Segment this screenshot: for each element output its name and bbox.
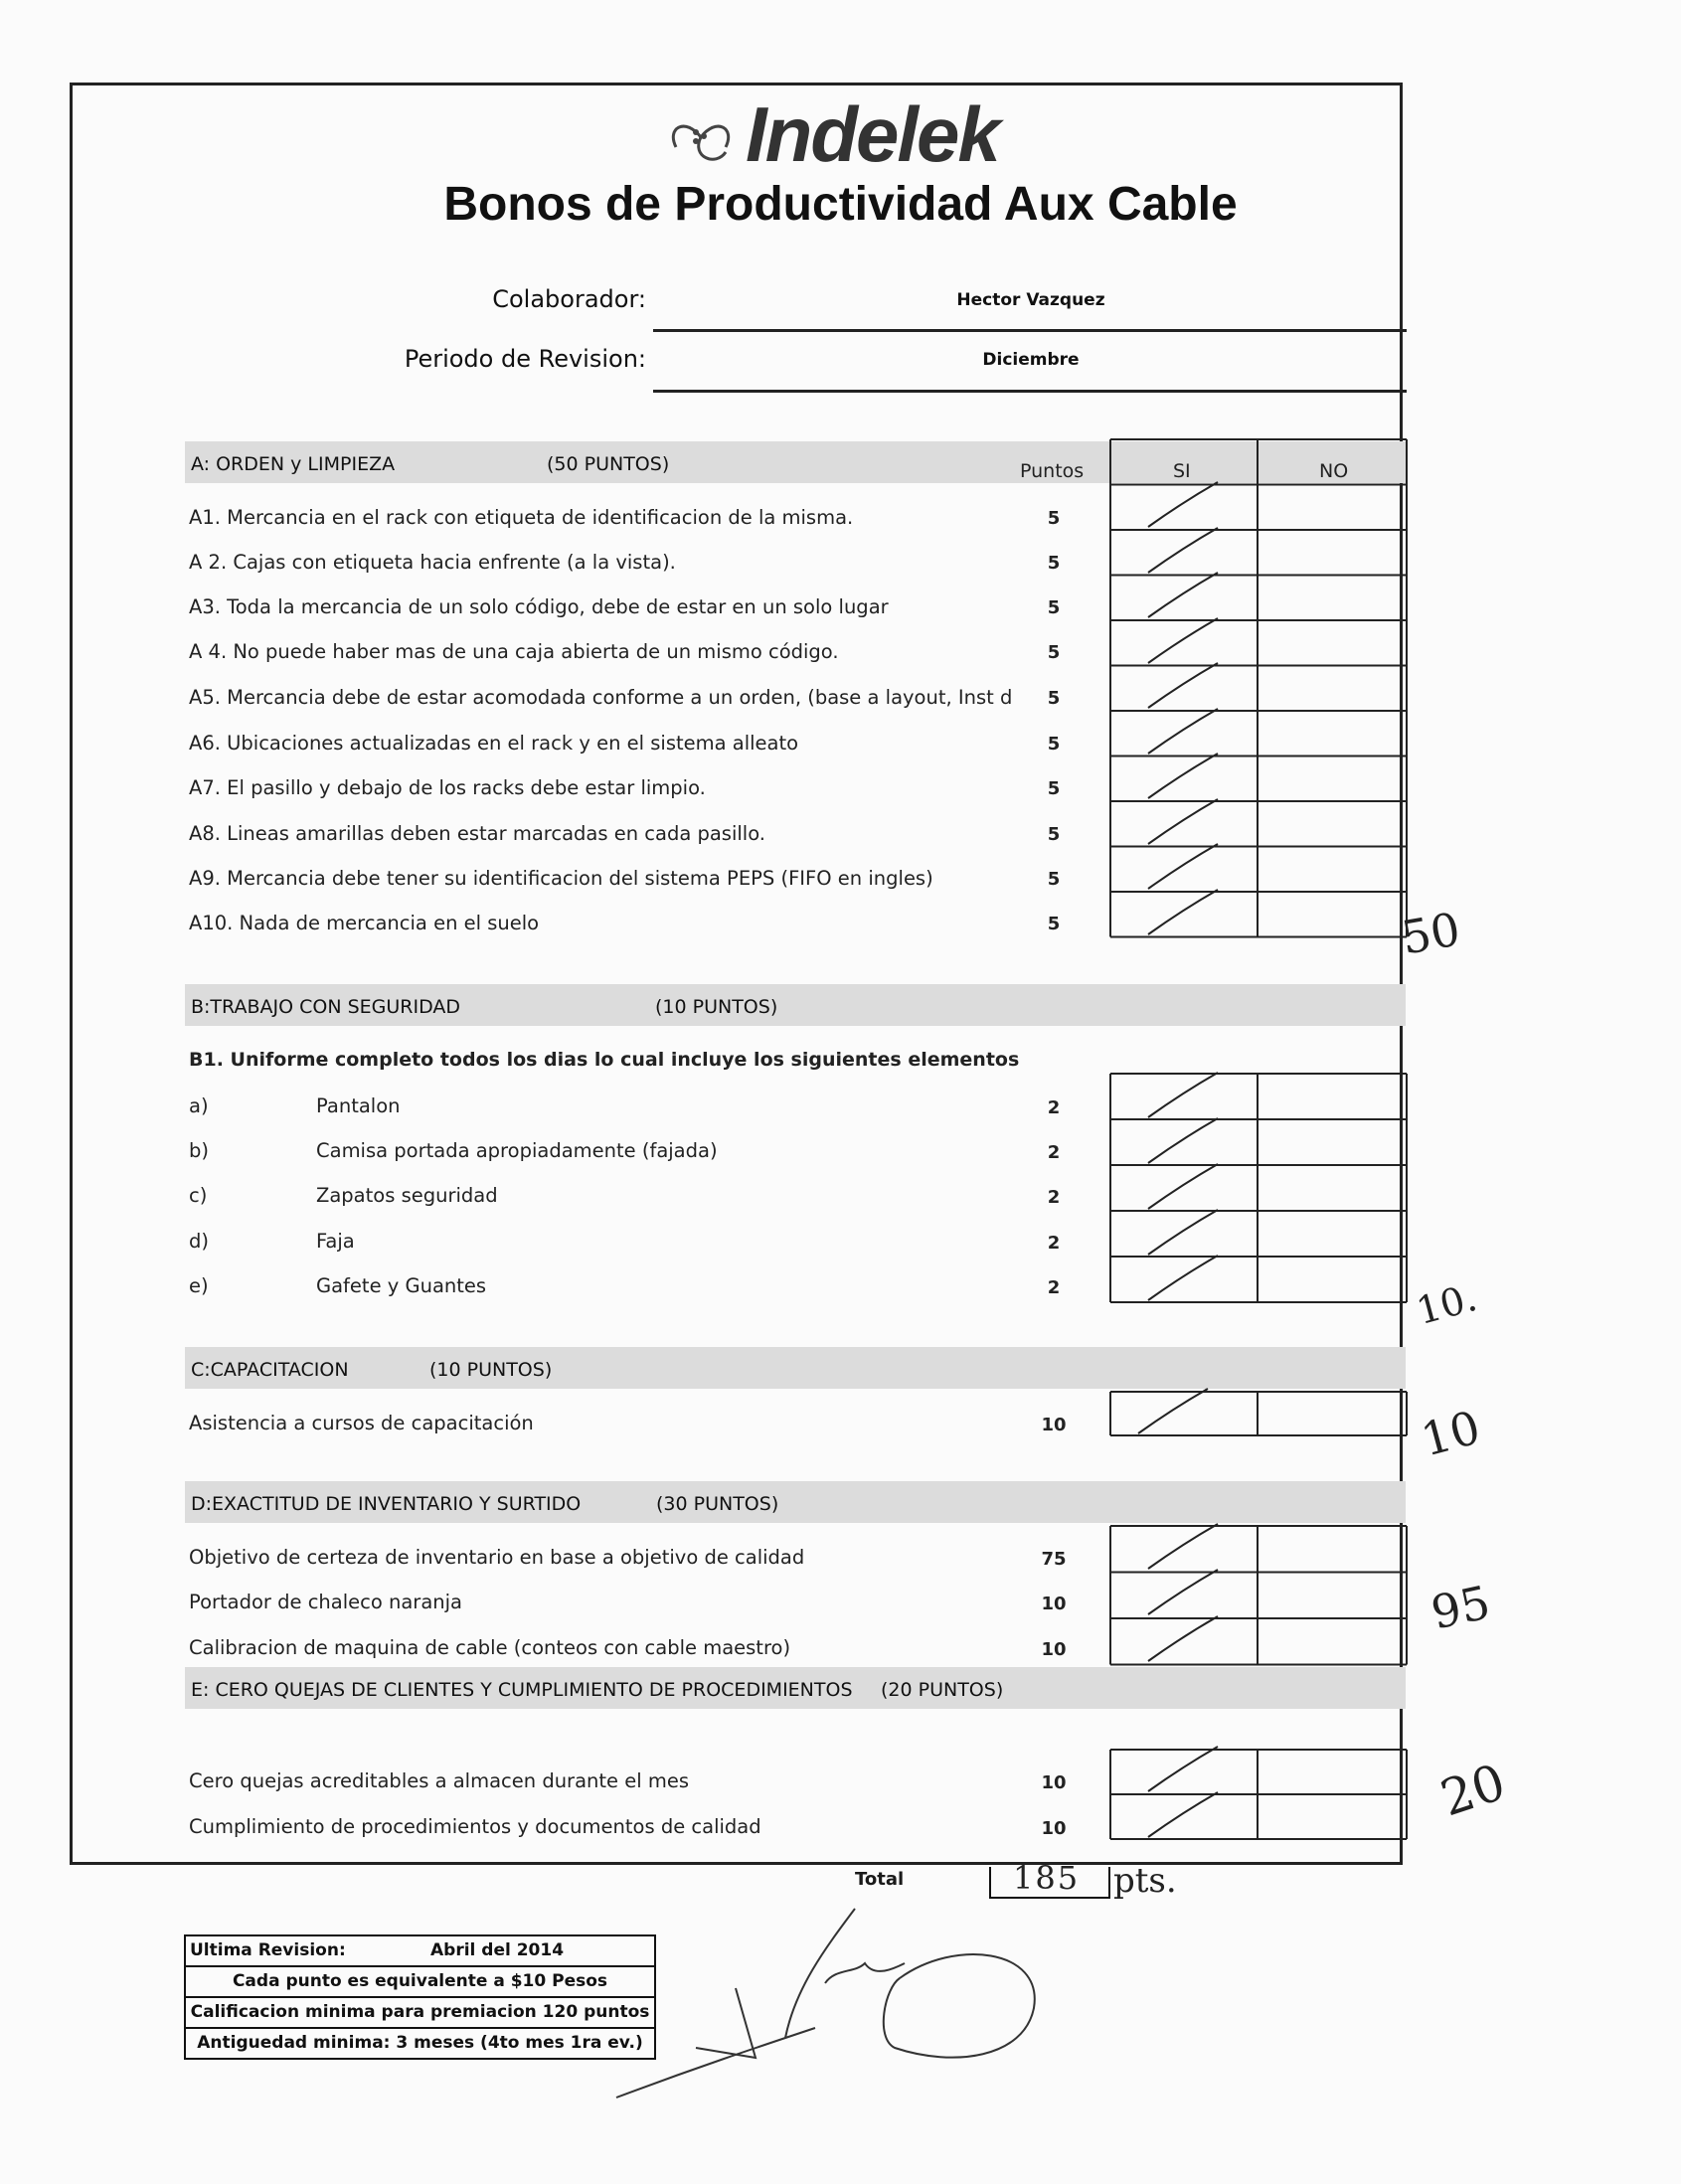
pts-a9: 5	[1047, 869, 1061, 890]
section-b-points: (10 PUNTOS)	[655, 996, 778, 1018]
score-c: 10	[1416, 1400, 1486, 1467]
pts-b-c: 2	[1047, 1187, 1061, 1208]
item-b-letter-e: e)	[189, 1274, 209, 1297]
info-line-1: Cada punto es equivalente a $10 Pesos	[186, 1967, 654, 1998]
item-a4: A 4. No puede haber mas de una caja abierta de un mismo código.	[189, 640, 839, 663]
section-d-title: D:EXACTITUD DE INVENTARIO Y SURTIDO	[191, 1493, 582, 1515]
checkmark-a7	[1148, 754, 1218, 798]
periodo-label: Periodo de Revision:	[404, 345, 646, 373]
checkmark-b3	[1148, 1164, 1218, 1209]
item-a1: A1. Mercancia en el rack con etiqueta de identificacion de la misma.	[189, 506, 854, 529]
item-b-a: Pantalon	[316, 1094, 401, 1117]
section-a-points: (50 PUNTOS)	[547, 453, 670, 475]
score-e: 20	[1433, 1753, 1513, 1828]
item-e2: Cumplimiento de procedimientos y documentos de calidad	[189, 1815, 761, 1838]
score-a: 50	[1397, 902, 1464, 965]
item-e1: Cero quejas acreditables a almacen durante el mes	[189, 1769, 689, 1792]
checkmark-e2	[1148, 1792, 1218, 1837]
checkmark-a6	[1148, 709, 1218, 754]
revision-value: Abril del 2014	[430, 1940, 565, 1960]
checkmark-a10	[1148, 890, 1218, 934]
score-b: 10.	[1412, 1274, 1482, 1334]
item-a2: A 2. Cajas con etiqueta hacia enfrente (a la vista).	[189, 551, 676, 574]
pts-d3: 10	[1041, 1639, 1067, 1660]
section-b-title: B:TRABAJO CON SEGURIDAD	[191, 996, 461, 1018]
revision-label: Ultima Revision:	[190, 1940, 346, 1960]
item-a7: A7. El pasillo y debajo de los racks debe estar limpio.	[189, 776, 706, 799]
pts-a1: 5	[1047, 508, 1061, 529]
pts-c1: 10	[1041, 1415, 1067, 1435]
checkmark-a2	[1148, 528, 1218, 573]
checkmark-d1	[1148, 1524, 1218, 1569]
checkmark-b1	[1148, 1073, 1218, 1117]
signature	[616, 1909, 1035, 2098]
pts-a5: 5	[1047, 688, 1061, 709]
checkmark-e1	[1148, 1747, 1218, 1791]
item-b-letter-c: c)	[189, 1184, 208, 1207]
brand-name: Indelek	[746, 90, 999, 178]
item-c1: Asistencia a cursos de capacitación	[189, 1412, 534, 1434]
item-d3: Calibracion de maquina de cable (conteos con cable maestro)	[189, 1636, 791, 1659]
pts-a3: 5	[1047, 597, 1061, 618]
item-d1: Objetivo de certeza de inventario en base a objetivo de calidad	[189, 1546, 805, 1569]
si-header: SI	[1173, 460, 1191, 482]
pts-a7: 5	[1047, 778, 1061, 799]
colaborador-value: Hector Vazquez	[956, 290, 1105, 310]
section-a-title: A: ORDEN y LIMPIEZA	[191, 453, 396, 475]
total-label: Total	[855, 1869, 905, 1890]
checkmark-b4	[1148, 1210, 1218, 1255]
checkmark-a9	[1148, 844, 1218, 889]
section-e-points: (20 PUNTOS)	[881, 1679, 1004, 1701]
info-line-3: Antiguedad minima: 3 meses (4to mes 1ra ev.)	[197, 2033, 643, 2053]
checkmark-b5	[1148, 1256, 1218, 1300]
checkmark-a5	[1148, 663, 1218, 708]
item-b-d: Faja	[316, 1230, 355, 1253]
score-d: 95	[1427, 1575, 1495, 1640]
section-d-points: (30 PUNTOS)	[656, 1493, 779, 1515]
checkmark-d2	[1148, 1570, 1218, 1614]
pts-a4: 5	[1047, 642, 1061, 663]
pts-d1: 75	[1041, 1549, 1067, 1570]
item-b-b: Camisa portada apropiadamente (fajada)	[316, 1139, 718, 1162]
pts-b-b: 2	[1047, 1142, 1061, 1163]
item-b-letter-a: a)	[189, 1094, 209, 1117]
item-a8: A8. Lineas amarillas deben estar marcadas en cada pasillo.	[189, 822, 766, 845]
pts-a10: 5	[1047, 914, 1061, 934]
item-b-letter-b: b)	[189, 1139, 209, 1162]
pts-b-a: 2	[1047, 1097, 1061, 1118]
colaborador-label: Colaborador:	[492, 285, 646, 313]
item-b-c: Zapatos seguridad	[316, 1184, 498, 1207]
section-c-title: C:CAPACITACION	[191, 1359, 349, 1381]
info-line-2: Calificacion minima para premiacion 120 puntos	[186, 1998, 654, 2029]
checkmark-a4	[1148, 618, 1218, 663]
checkmark-a8	[1148, 799, 1218, 844]
checkmark-b2	[1148, 1118, 1218, 1163]
checkmark-a3	[1148, 573, 1218, 617]
item-a5: A5. Mercancia debe de estar acomodada conforme a un orden, (base a layout, Inst d	[189, 686, 1013, 709]
total-unit: pts.	[1113, 1861, 1177, 1901]
item-b1-intro: B1. Uniforme completo todos los dias lo cual incluye los siguientes elementos	[189, 1049, 1020, 1071]
pts-e1: 10	[1041, 1772, 1067, 1793]
item-a3: A3. Toda la mercancia de un solo código, debe de estar en un solo lugar	[189, 595, 889, 618]
item-b-letter-d: d)	[189, 1230, 209, 1253]
no-header: NO	[1319, 460, 1349, 482]
section-c-points: (10 PUNTOS)	[429, 1359, 553, 1381]
section-e-title: E: CERO QUEJAS DE CLIENTES Y CUMPLIMIENTO DE PROCEDIMIENTOS	[191, 1679, 853, 1701]
pts-b-e: 2	[1047, 1277, 1061, 1298]
checkmark-c1	[1138, 1389, 1208, 1433]
pts-a8: 5	[1047, 824, 1061, 845]
item-a6: A6. Ubicaciones actualizadas en el rack y en el sistema alleato	[189, 732, 799, 755]
page-title: Bonos de Productividad Aux Cable	[443, 178, 1238, 231]
pts-b-d: 2	[1047, 1233, 1061, 1254]
checkmark-d3	[1148, 1616, 1218, 1661]
puntos-header: Puntos	[1020, 460, 1085, 482]
pts-d2: 10	[1041, 1594, 1067, 1614]
item-a10: A10. Nada de mercancia en el suelo	[189, 912, 540, 934]
item-a9: A9. Mercancia debe tener su identificacion del sistema PEPS (FIFO en ingles)	[189, 867, 933, 890]
checkmark-a1	[1148, 482, 1218, 527]
total-value: 185	[1013, 1859, 1081, 1897]
item-d2: Portador de chaleco naranja	[189, 1591, 462, 1613]
pts-e2: 10	[1041, 1818, 1067, 1839]
pts-a6: 5	[1047, 734, 1061, 755]
pts-a2: 5	[1047, 553, 1061, 574]
item-b-e: Gafete y Guantes	[316, 1274, 487, 1297]
periodo-value: Diciembre	[982, 350, 1080, 370]
